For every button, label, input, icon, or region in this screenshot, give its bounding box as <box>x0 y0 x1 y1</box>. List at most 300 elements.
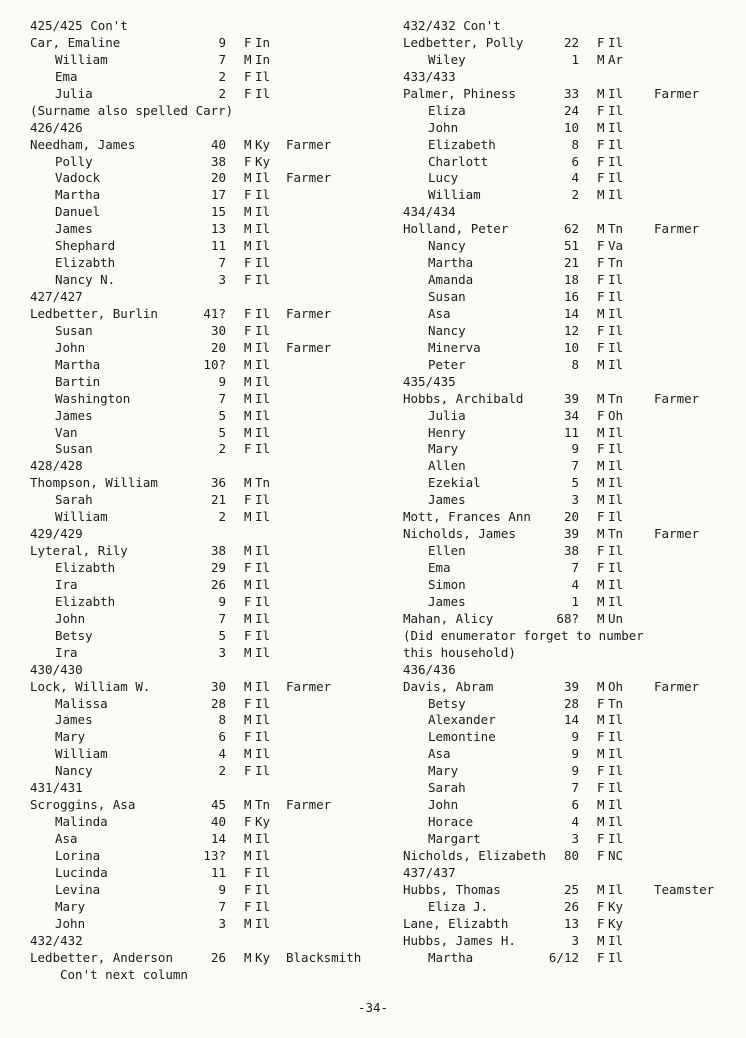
person-age: 7 <box>218 610 226 626</box>
person-birthplace: Il <box>255 441 271 457</box>
note-line <box>30 289 390 306</box>
person-sex: M <box>597 797 605 813</box>
census-entry <box>403 560 743 577</box>
person-birthplace: Il <box>255 204 271 220</box>
person-name: Ledbetter, Anderson <box>30 949 173 965</box>
person-birthplace: Il <box>255 729 271 745</box>
census-entry <box>30 323 390 340</box>
person-sex: F <box>597 136 605 152</box>
person-sex: F <box>597 238 605 254</box>
person-birthplace: Il <box>255 390 271 406</box>
census-entry <box>30 52 390 69</box>
person-birthplace: Tn <box>608 255 624 271</box>
person-sex: M <box>597 814 605 830</box>
person-birthplace: Il <box>255 85 271 101</box>
note-text: (Did enumerator forget to number <box>403 627 644 643</box>
person-birthplace: Il <box>608 187 624 203</box>
census-entry <box>403 170 743 187</box>
person-birthplace: Il <box>255 509 271 525</box>
person-name: Lane, Elizabth <box>403 915 509 931</box>
person-sex: F <box>597 289 605 304</box>
note-line <box>403 662 743 679</box>
person-age: 29 <box>210 560 226 575</box>
person-sex: M <box>244 644 252 660</box>
person-sex: M <box>597 526 605 542</box>
person-age: 9 <box>218 373 226 389</box>
note-line <box>30 967 390 984</box>
census-entry <box>30 170 390 187</box>
person-birthplace: Il <box>255 576 271 592</box>
census-entry <box>403 425 743 442</box>
person-sex: M <box>244 847 252 863</box>
person-name: Lucinda <box>55 864 108 880</box>
person-age: 8 <box>571 136 579 152</box>
person-occupation: Farmer <box>654 526 700 542</box>
person-age: 26 <box>210 949 226 965</box>
note-line <box>30 933 390 950</box>
person-age: 17 <box>210 187 226 203</box>
person-age: 3 <box>571 932 579 948</box>
right-column <box>403 18 743 967</box>
census-entry <box>403 594 743 611</box>
person-name: Susan <box>428 289 466 304</box>
census-entry <box>403 492 743 509</box>
person-sex: M <box>597 356 605 372</box>
census-entry <box>30 899 390 916</box>
census-entry <box>30 797 390 814</box>
person-birthplace: Il <box>608 932 624 948</box>
person-sex: F <box>597 34 605 50</box>
person-name: Nicholds, James <box>403 526 516 542</box>
person-name: Bartin <box>55 373 101 389</box>
census-entry <box>30 35 390 52</box>
person-birthplace: Il <box>608 560 624 575</box>
census-entry <box>30 340 390 357</box>
note-text: this household) <box>403 644 516 660</box>
person-name: Van <box>55 424 78 440</box>
person-sex: M <box>244 373 252 389</box>
note-line <box>403 69 743 86</box>
census-entry <box>403 950 743 967</box>
person-name: Vadock <box>55 170 101 186</box>
person-sex: M <box>244 136 252 152</box>
person-birthplace: Il <box>608 153 624 169</box>
census-entry <box>403 441 743 458</box>
census-entry <box>30 272 390 289</box>
person-name: Eliza J. <box>428 898 489 914</box>
person-age: 14 <box>563 305 579 321</box>
person-birthplace: Il <box>255 424 271 440</box>
person-name: Margart <box>428 831 481 846</box>
person-birthplace: Il <box>608 85 624 101</box>
person-sex: F <box>597 898 605 914</box>
person-occupation: Farmer <box>286 678 332 694</box>
person-birthplace: Tn <box>608 390 624 406</box>
person-name: Lemontine <box>428 729 496 745</box>
census-entry <box>403 475 743 492</box>
person-birthplace: Il <box>608 763 624 779</box>
person-sex: M <box>597 305 605 321</box>
census-entry <box>403 696 743 713</box>
census-entry <box>403 120 743 137</box>
note-text: 429/429 <box>30 526 83 542</box>
person-birthplace: Il <box>608 441 624 457</box>
person-birthplace: Ky <box>608 915 624 931</box>
person-birthplace: Il <box>608 593 624 609</box>
person-age: 7 <box>571 780 579 796</box>
person-age: 20 <box>210 170 226 186</box>
census-entry <box>30 374 390 391</box>
person-name: Asa <box>428 746 451 762</box>
person-occupation: Farmer <box>654 390 700 406</box>
person-name: Asa <box>55 831 78 846</box>
person-age: 10 <box>563 339 579 355</box>
person-birthplace: Il <box>608 712 624 728</box>
person-birthplace: Il <box>608 797 624 813</box>
person-birthplace: Il <box>255 610 271 626</box>
person-age: 34 <box>563 407 579 423</box>
census-entry <box>30 645 390 662</box>
census-entry <box>403 543 743 560</box>
census-entry <box>30 441 390 458</box>
person-name: Wiley <box>428 51 466 67</box>
person-age: 36 <box>210 475 226 491</box>
person-name: Julia <box>55 85 93 101</box>
note-line <box>403 645 743 662</box>
person-name: Henry <box>428 424 466 440</box>
person-sex: F <box>244 763 252 779</box>
person-age: 14 <box>563 712 579 728</box>
person-sex: M <box>244 746 252 762</box>
person-age: 13? <box>203 847 226 863</box>
person-name: Ema <box>55 68 78 84</box>
person-sex: M <box>244 915 252 931</box>
person-birthplace: Il <box>255 170 271 186</box>
person-name: James <box>428 492 466 508</box>
census-entry <box>30 69 390 86</box>
person-birthplace: Il <box>255 831 271 846</box>
person-name: William <box>55 51 108 67</box>
person-age: 7 <box>218 51 226 67</box>
person-name: Ledbetter, Burlin <box>30 305 158 321</box>
person-sex: M <box>597 221 605 237</box>
person-birthplace: Ky <box>255 814 271 830</box>
census-entry <box>403 86 743 103</box>
person-birthplace: Il <box>255 560 271 575</box>
person-sex: F <box>244 441 252 457</box>
census-entry <box>403 458 743 475</box>
note-text: 437/437 <box>403 864 456 880</box>
person-sex: F <box>244 492 252 508</box>
person-name: Betsy <box>55 627 93 643</box>
person-sex: F <box>597 560 605 575</box>
census-entry <box>30 814 390 831</box>
census-entry <box>30 916 390 933</box>
person-name: Ledbetter, Polly <box>403 34 524 50</box>
census-entry <box>403 340 743 357</box>
census-entry <box>403 933 743 950</box>
person-age: 20 <box>210 339 226 355</box>
person-sex: M <box>244 509 252 525</box>
person-name: John <box>428 797 459 813</box>
census-entry <box>30 221 390 238</box>
person-sex: M <box>597 576 605 592</box>
person-age: 9 <box>218 593 226 609</box>
person-name: Nancy N. <box>55 272 116 288</box>
person-occupation: Farmer <box>286 136 332 152</box>
census-entry <box>30 306 390 323</box>
census-entry <box>403 323 743 340</box>
census-entry <box>30 408 390 425</box>
person-birthplace: Il <box>608 458 624 474</box>
census-entry <box>403 52 743 69</box>
person-sex: F <box>597 847 605 863</box>
person-occupation: Teamster <box>654 881 715 897</box>
person-name: Elizabth <box>55 593 116 609</box>
person-name: Sarah <box>55 492 93 508</box>
person-age: 45 <box>210 797 226 813</box>
person-occupation: Farmer <box>286 305 332 321</box>
note-line <box>30 120 390 137</box>
person-sex: M <box>597 85 605 101</box>
census-entry <box>403 712 743 729</box>
person-age: 9 <box>571 763 579 779</box>
census-entry <box>403 289 743 306</box>
census-entry <box>30 492 390 509</box>
person-birthplace: Il <box>608 543 624 559</box>
person-age: 33 <box>563 85 579 101</box>
person-age: 26 <box>210 576 226 592</box>
person-age: 2 <box>218 763 226 779</box>
person-sex: F <box>244 881 252 897</box>
person-sex: F <box>597 763 605 779</box>
person-age: 11 <box>563 424 579 440</box>
person-age: 40 <box>210 814 226 830</box>
person-name: William <box>428 187 481 203</box>
person-birthplace: Ky <box>255 153 271 169</box>
note-text: 433/433 <box>403 68 456 84</box>
person-name: Sarah <box>428 780 466 796</box>
person-name: Hobbs, Archibald <box>403 390 524 406</box>
census-entry <box>30 763 390 780</box>
census-entry <box>403 746 743 763</box>
person-age: 22 <box>563 34 579 50</box>
person-sex: M <box>597 458 605 474</box>
census-entry <box>30 712 390 729</box>
person-sex: M <box>244 712 252 728</box>
person-occupation: Farmer <box>286 170 332 186</box>
person-name: Thompson, William <box>30 475 158 491</box>
person-name: Mary <box>55 898 86 914</box>
person-age: 4 <box>571 814 579 830</box>
person-name: Levina <box>55 881 101 897</box>
person-sex: F <box>597 729 605 745</box>
census-entry <box>30 255 390 272</box>
census-entry <box>403 137 743 154</box>
census-entry <box>403 679 743 696</box>
person-age: 4 <box>571 576 579 592</box>
person-age: 3 <box>571 831 579 846</box>
person-age: 25 <box>563 881 579 897</box>
census-entry <box>30 154 390 171</box>
census-entry <box>403 103 743 120</box>
person-age: 6 <box>571 153 579 169</box>
person-sex: M <box>244 949 252 965</box>
person-age: 6 <box>218 729 226 745</box>
person-sex: F <box>597 780 605 796</box>
person-birthplace: Il <box>255 492 271 508</box>
person-birthplace: Il <box>608 305 624 321</box>
person-name: Needham, James <box>30 136 136 152</box>
person-name: Asa <box>428 305 451 321</box>
census-entry <box>403 848 743 865</box>
person-name: Lock, William W. <box>30 678 151 694</box>
person-sex: F <box>244 322 252 338</box>
person-age: 9 <box>218 34 226 50</box>
person-birthplace: Il <box>608 881 624 897</box>
census-entry <box>403 763 743 780</box>
person-age: 3 <box>218 644 226 660</box>
person-age: 30 <box>210 678 226 694</box>
person-name: Lyteral, Rily <box>30 543 128 559</box>
person-name: Peter <box>428 356 466 372</box>
person-age: 40 <box>210 136 226 152</box>
person-age: 6/12 <box>548 949 579 965</box>
person-name: Ezekial <box>428 475 481 491</box>
census-entry <box>30 831 390 848</box>
person-age: 10? <box>203 356 226 372</box>
person-sex: F <box>244 814 252 830</box>
note-text: 432/432 Con't <box>403 18 501 33</box>
person-name: Mott, Frances Ann <box>403 509 531 525</box>
person-sex: M <box>244 678 252 694</box>
person-name: Martha <box>428 255 474 271</box>
person-birthplace: Il <box>608 780 624 796</box>
person-name: Danuel <box>55 204 101 220</box>
person-sex: F <box>597 170 605 186</box>
person-age: 2 <box>218 68 226 84</box>
person-age: 39 <box>563 526 579 542</box>
person-age: 2 <box>218 441 226 457</box>
person-name: Scroggins, Asa <box>30 797 136 813</box>
census-entry <box>403 255 743 272</box>
person-age: 2 <box>571 187 579 203</box>
person-sex: M <box>244 576 252 592</box>
person-age: 5 <box>218 424 226 440</box>
person-age: 38 <box>563 543 579 559</box>
person-birthplace: Il <box>255 373 271 389</box>
person-sex: M <box>244 475 252 491</box>
person-name: Washington <box>55 390 131 406</box>
person-name: John <box>55 339 86 355</box>
census-entry <box>30 391 390 408</box>
person-occupation: Farmer <box>286 797 332 813</box>
note-line <box>30 103 390 120</box>
census-entry <box>30 543 390 560</box>
person-age: 39 <box>563 390 579 406</box>
census-entry <box>403 577 743 594</box>
census-entry <box>403 526 743 543</box>
person-name: Polly <box>55 153 93 169</box>
person-birthplace: Il <box>255 847 271 863</box>
census-entry <box>30 729 390 746</box>
person-sex: F <box>244 593 252 609</box>
person-name: James <box>55 712 93 728</box>
person-birthplace: Il <box>255 881 271 897</box>
person-birthplace: Il <box>608 814 624 830</box>
person-sex: F <box>244 305 252 321</box>
person-age: 6 <box>571 797 579 813</box>
person-sex: F <box>597 543 605 559</box>
person-sex: M <box>597 746 605 762</box>
census-entry <box>30 509 390 526</box>
note-text: 426/426 <box>30 119 83 135</box>
census-entry <box>30 848 390 865</box>
person-age: 9 <box>571 441 579 457</box>
person-sex: M <box>597 881 605 897</box>
census-entry <box>30 357 390 374</box>
person-sex: F <box>244 153 252 169</box>
person-name: Holland, Peter <box>403 221 509 237</box>
person-name: Hubbs, James H. <box>403 932 516 948</box>
census-entry <box>403 916 743 933</box>
person-age: 41? <box>203 305 226 321</box>
census-entry <box>30 746 390 763</box>
person-age: 13 <box>210 221 226 237</box>
person-name: Nancy <box>428 322 466 338</box>
person-name: John <box>55 610 86 626</box>
person-sex: M <box>597 187 605 203</box>
person-age: 38 <box>210 543 226 559</box>
person-age: 14 <box>210 831 226 846</box>
person-age: 11 <box>210 864 226 880</box>
person-sex: F <box>244 627 252 643</box>
person-age: 38 <box>210 153 226 169</box>
person-age: 28 <box>210 695 226 711</box>
person-sex: F <box>244 187 252 203</box>
person-birthplace: Il <box>608 289 624 304</box>
person-name: John <box>428 119 459 135</box>
person-sex: M <box>597 51 605 67</box>
person-sex: M <box>244 51 252 67</box>
page-number: -34- <box>357 1000 389 1015</box>
census-entry <box>30 611 390 628</box>
person-age: 12 <box>563 322 579 338</box>
person-birthplace: Ar <box>608 51 624 67</box>
person-birthplace: Il <box>608 322 624 338</box>
person-birthplace: Il <box>608 746 624 762</box>
census-entry <box>30 577 390 594</box>
person-birthplace: Il <box>255 593 271 609</box>
census-entry <box>30 594 390 611</box>
person-birthplace: Il <box>255 356 271 372</box>
person-name: Lorina <box>55 847 101 863</box>
person-birthplace: Tn <box>255 475 271 491</box>
person-age: 5 <box>571 475 579 491</box>
person-name: Ira <box>55 576 78 592</box>
person-sex: M <box>597 932 605 948</box>
person-occupation: Farmer <box>654 221 700 237</box>
note-text: 436/436 <box>403 661 456 677</box>
person-name: Nancy <box>428 238 466 254</box>
person-birthplace: Il <box>255 763 271 779</box>
person-birthplace: Il <box>255 255 271 271</box>
person-name: Susan <box>55 441 93 457</box>
person-name: Malissa <box>55 695 108 711</box>
person-sex: F <box>244 729 252 745</box>
census-entry <box>403 882 743 899</box>
person-birthplace: NC <box>608 847 624 863</box>
